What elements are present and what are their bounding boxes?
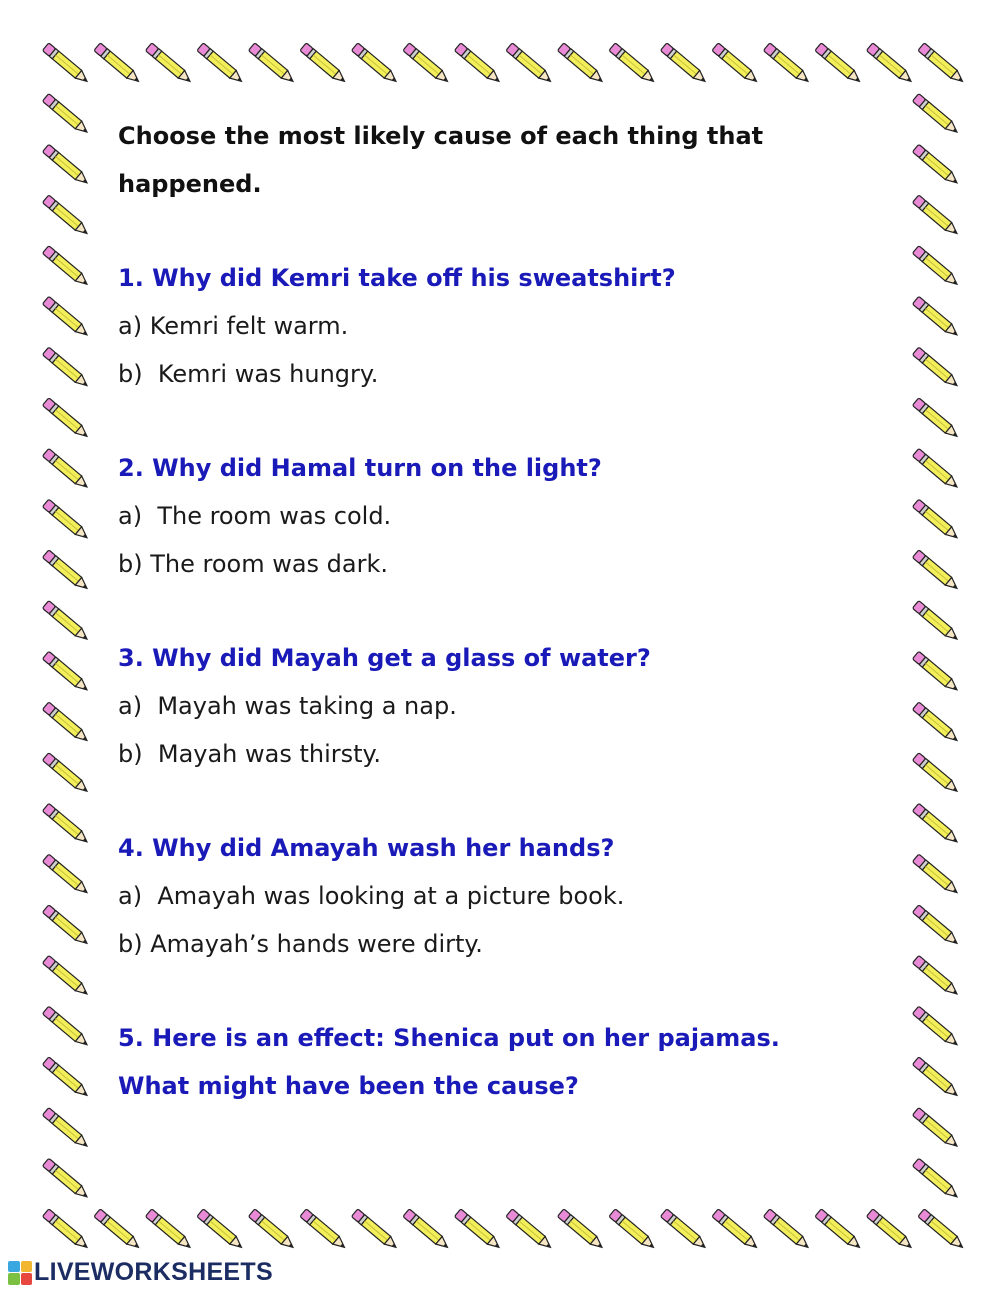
pencil-icon — [609, 43, 657, 85]
pencil-icon — [454, 43, 502, 85]
instructions-line-2: happened. — [118, 170, 262, 198]
answer-option[interactable]: a) Mayah was taking a nap. — [118, 692, 457, 720]
liveworksheets-logo-icon — [8, 1261, 32, 1285]
pencil-icon — [763, 1209, 811, 1251]
pencil-icon — [42, 803, 90, 845]
pencil-icon — [912, 144, 960, 186]
liveworksheets-branding[interactable] — [8, 1258, 273, 1287]
pencil-icon — [42, 398, 90, 440]
worksheet-content — [118, 112, 878, 1110]
question-prompt: 1. Why did Kemri take off his sweatshirt? — [118, 264, 676, 292]
pencil-icon — [42, 955, 90, 997]
pencil-icon — [197, 43, 245, 85]
pencil-icon — [506, 43, 554, 85]
pencil-icon — [94, 1209, 142, 1251]
answer-option[interactable]: a) Amayah was looking at a picture book. — [118, 882, 625, 910]
question-2 — [118, 444, 878, 588]
pencil-icon — [145, 1209, 193, 1251]
pencil-icon — [912, 1006, 960, 1048]
answer-option[interactable]: b) Kemri was hungry. — [118, 360, 379, 388]
pencil-icon — [42, 43, 90, 85]
pencil-icon — [351, 1209, 399, 1251]
pencil-icon — [912, 601, 960, 643]
pencil-icon — [42, 1057, 90, 1099]
pencil-icon — [403, 1209, 451, 1251]
pencil-icon — [912, 905, 960, 947]
pencil-icon — [912, 803, 960, 845]
pencil-icon — [660, 1209, 708, 1251]
pencil-icon — [42, 296, 90, 338]
liveworksheets-logo-text: LIVEWORKSHEETS — [34, 1258, 273, 1286]
pencil-icon — [557, 1209, 605, 1251]
pencil-icon — [660, 43, 708, 85]
pencil-icon — [557, 43, 605, 85]
pencil-icon — [912, 550, 960, 592]
question-prompt: 5. Here is an effect: Shenica put on her pajamas. — [118, 1024, 780, 1052]
pencil-icon — [866, 1209, 914, 1251]
pencil-icon — [403, 43, 451, 85]
pencil-icon — [609, 1209, 657, 1251]
pencil-icon — [42, 347, 90, 389]
pencil-icon — [42, 246, 90, 288]
pencil-icon — [42, 448, 90, 490]
question-5 — [118, 1014, 878, 1110]
pencil-icon — [248, 1209, 296, 1251]
pencil-icon — [42, 753, 90, 795]
pencil-icon — [506, 1209, 554, 1251]
pencil-icon — [712, 1209, 760, 1251]
pencil-icon — [912, 1108, 960, 1150]
pencil-icon — [42, 195, 90, 237]
pencil-icon — [42, 1209, 90, 1251]
pencil-icon — [918, 1209, 966, 1251]
answer-option[interactable]: b) Mayah was thirsty. — [118, 740, 381, 768]
pencil-icon — [42, 651, 90, 693]
question-1 — [118, 254, 878, 398]
pencil-icon — [912, 246, 960, 288]
question-prompt: 2. Why did Hamal turn on the light? — [118, 454, 602, 482]
pencil-icon — [197, 1209, 245, 1251]
pencil-icon — [42, 905, 90, 947]
pencil-icon — [912, 651, 960, 693]
question-4 — [118, 824, 878, 968]
pencil-icon — [918, 43, 966, 85]
answer-option[interactable]: a) The room was cold. — [118, 502, 392, 530]
pencil-icon — [42, 144, 90, 186]
pencil-icon — [912, 296, 960, 338]
pencil-icon — [300, 1209, 348, 1251]
pencil-icon — [912, 753, 960, 795]
pencil-icon — [712, 43, 760, 85]
pencil-icon — [912, 1057, 960, 1099]
question-prompt: 3. Why did Mayah get a glass of water? — [118, 644, 651, 672]
answer-option[interactable]: b) The room was dark. — [118, 550, 389, 578]
pencil-icon — [763, 43, 811, 85]
question-prompt: 4. Why did Amayah wash her hands? — [118, 834, 615, 862]
pencil-icon — [912, 398, 960, 440]
pencil-icon — [912, 955, 960, 997]
pencil-icon — [912, 94, 960, 136]
pencil-icon — [248, 43, 296, 85]
answer-option[interactable]: a) Kemri felt warm. — [118, 312, 349, 340]
pencil-icon — [866, 43, 914, 85]
question-prompt: What might have been the cause? — [118, 1072, 579, 1100]
pencil-icon — [42, 1006, 90, 1048]
pencil-icon — [42, 702, 90, 744]
pencil-icon — [42, 601, 90, 643]
pencil-icon — [42, 550, 90, 592]
pencil-icon — [912, 854, 960, 896]
pencil-icon — [42, 94, 90, 136]
answer-option[interactable]: b) Amayah’s hands were dirty. — [118, 930, 483, 958]
pencil-icon — [912, 195, 960, 237]
pencil-icon — [42, 1158, 90, 1200]
pencil-icon — [912, 448, 960, 490]
question-3 — [118, 634, 878, 778]
pencil-icon — [42, 854, 90, 896]
pencil-icon — [912, 1158, 960, 1200]
pencil-icon — [912, 499, 960, 541]
instructions-line-1: Choose the most likely cause of each thing that — [118, 122, 764, 150]
pencil-icon — [815, 1209, 863, 1251]
pencil-icon — [300, 43, 348, 85]
pencil-icon — [42, 499, 90, 541]
pencil-icon — [351, 43, 399, 85]
pencil-icon — [815, 43, 863, 85]
pencil-icon — [912, 347, 960, 389]
pencil-icon — [42, 1108, 90, 1150]
pencil-icon — [145, 43, 193, 85]
pencil-icon — [454, 1209, 502, 1251]
pencil-icon — [912, 702, 960, 744]
pencil-icon — [94, 43, 142, 85]
